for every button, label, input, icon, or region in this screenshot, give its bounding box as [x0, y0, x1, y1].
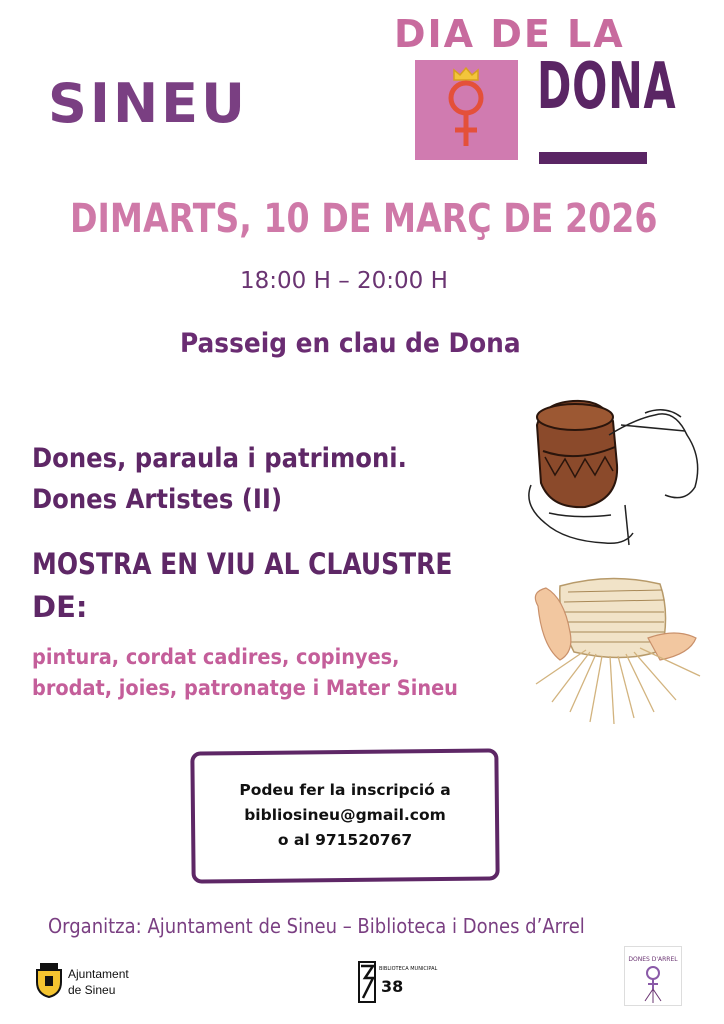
dones-arrel-logo-text: DONES D'ARREL [628, 956, 678, 963]
library-logo-label: BIBLIOTECA MUNICIPAL [379, 966, 438, 972]
ajuntament-logo-text: Ajuntament de Sineu [68, 967, 129, 997]
event-subtitle: Passeig en clau de Dona [180, 328, 521, 359]
event-date: DIMARTS, 10 DE MARÇ DE 2026 [70, 196, 658, 242]
title-underline [539, 152, 647, 164]
event-title-top: DIA DE LA [394, 12, 625, 56]
coat-of-arms-icon [34, 962, 64, 998]
event-time: 18:00 H – 20:00 H [240, 268, 448, 294]
library-logo-number: 38 [381, 977, 404, 996]
town-title: SINEU [48, 72, 248, 135]
program-line-2: Dones Artistes (II) [32, 484, 283, 515]
activities-line-1: pintura, cordat cadires, copinyes, [32, 645, 400, 669]
dones-arrel-logo [624, 946, 682, 1006]
pottery-illustration [525, 395, 720, 565]
activities-line-2: brodat, joies, patronatge i Mater Sineu [32, 676, 458, 700]
contact-line-1: Podeu fer la inscripció a [239, 781, 451, 799]
library-logo [357, 958, 438, 1004]
contact-phone[interactable]: o al 971520767 [277, 831, 413, 849]
program-line-1: Dones, paraula i patrimoni. [32, 443, 407, 474]
event-title-bottom: DONA [537, 50, 677, 124]
contact-email[interactable]: bibliosineu@gmail.com [244, 806, 446, 824]
organizers-line: Organitza: Ajuntament de Sineu – Biblioteca i Dones d’Arrel [48, 914, 585, 938]
female-symbol-icon [415, 60, 518, 160]
mostra-heading: MOSTRA EN VIU AL CLAUSTRE [32, 547, 453, 581]
basket-weaving-illustration [530, 572, 710, 730]
female-symbol-box [415, 60, 518, 160]
contact-text [191, 778, 499, 853]
crown-icon [454, 68, 478, 80]
mostra-heading-cont: DE: [32, 590, 88, 624]
